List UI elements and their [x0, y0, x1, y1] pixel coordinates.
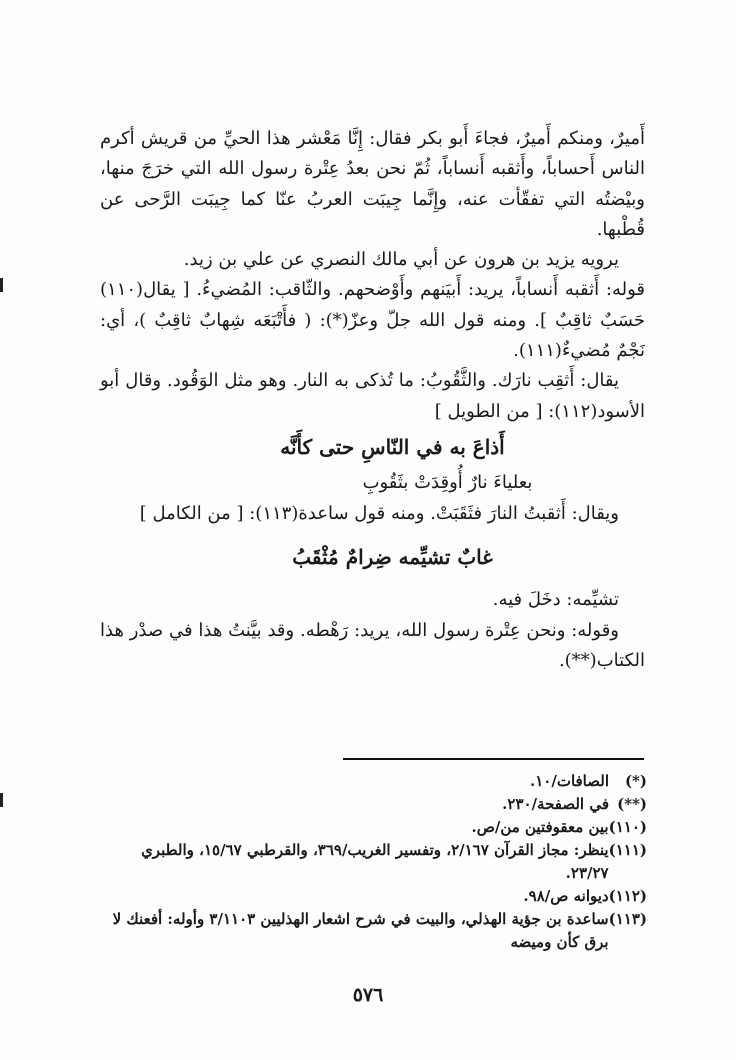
body-paragraph: تشيِّمه: دخَلَ فيه.: [492, 589, 619, 611]
body-paragraph: يقال: أَثقِب نارَك. والثَّقُوبُ: ما تُذكى به النار. وهو مثل الوَقُود. وقال أبو الأسود(١١٢): [ من الطويل ]: [100, 370, 645, 422]
footnotes: [110, 770, 647, 954]
body-paragraph: ويقال: أَثقبتُ النارَ فثَقَبَتْ. ومنه قول ساعدة(١١٣): [ من الكامل ]: [139, 502, 619, 524]
footnote: [110, 908, 647, 954]
footnote-text: الصافات/١٠.: [529, 772, 609, 790]
poetry-verse-first-hemistich: أَذاعَ به في النّاسِ حتى كأَنَّه: [280, 434, 505, 459]
poetry-verse: غابٌ تشيِّمه ضِرامٌ مُثْقَبُ: [292, 545, 493, 570]
page-number: ٥٧٦: [352, 984, 384, 1006]
footnote: [110, 793, 647, 816]
body-paragraph: أَميرٌ، ومنكم أَميرٌ، فجاءَ أَبو بكر فقال: إِنَّا مَعْشر هذا الحيِّ من قريش أكرم الناس أَحساباً، وأَثقبه أَنساباً، ثُمّ نحن بعدُ عِتْرة رسول الله التي خرَجَ منها، وبيْضتُه التي تفقّأت عنه، وإِنَّما جِيبَت العربُ عنّا كما جِيبَت الرَّحى عن قُطْبها.: [100, 128, 645, 240]
footnote-text: ينظر: مجاز القرآن ٢/١٦٧، وتفسير الغريب/٣٦٩، والقرطبي ١٥/٦٧، والطبري ٢٣/٢٧.: [141, 841, 609, 882]
footnote-marker: (*): [624, 772, 647, 790]
footnote-text: في الصفحة/٢٣٠.: [502, 795, 609, 813]
footnote-marker: (١١٢): [608, 887, 647, 905]
body-paragraph: يرويه يزيد بن هرون عن أبي مالك النصري عن علي بن زيد.: [183, 249, 619, 271]
scan-edge-mark: [0, 793, 3, 807]
footnote: [110, 770, 647, 793]
footnote-marker: (**): [617, 795, 647, 813]
footnote-text: ساعدة بن جؤية الهذلي، والبيت في شرح اشعار الهذليين ٣/١١٠٣ وأوله: أفعنك لا برق كأن وميضه: [112, 910, 609, 951]
scan-edge-mark: [0, 278, 3, 292]
footnote: [110, 885, 647, 908]
footnote-text: ديوانه ص/٩٨.: [523, 887, 609, 905]
body-paragraph: قوله: أَثقبه أَنساباً، يريد: أَبيَنهم وأَوْضحهم. والثّاقب: المُضيءُ. [ يقال(١١٠) حَسَبٌ ثاقِبٌ ]. ومنه قول الله جلّ وعزّ(*): ( فأَتْبَعَه شِهابٌ ثاقِبٌ )، أي: نَجْمٌ مُضيءٌ(١١١).: [100, 279, 645, 362]
main-text: [100, 124, 645, 676]
poetry-verse-second-hemistich: بعلياءَ نارٌ أُوقِدَتْ بثَقُوبِ: [362, 471, 533, 493]
footnote-marker: (١١٠): [608, 818, 647, 836]
footnote-marker: (١١٣): [608, 910, 647, 928]
footnote-marker: (١١١): [608, 841, 647, 859]
footnote: [110, 816, 647, 839]
footnote: [110, 839, 647, 885]
footnote-text: بين معقوفتين من/ص.: [471, 818, 609, 836]
footnote-separator: [343, 758, 644, 760]
body-paragraph: وقوله: ونحن عِتْرة رسول الله، يريد: رَهْطه. وقد بيَّنتُ هذا في صدْر هذا الكتاب(**).: [100, 619, 645, 671]
